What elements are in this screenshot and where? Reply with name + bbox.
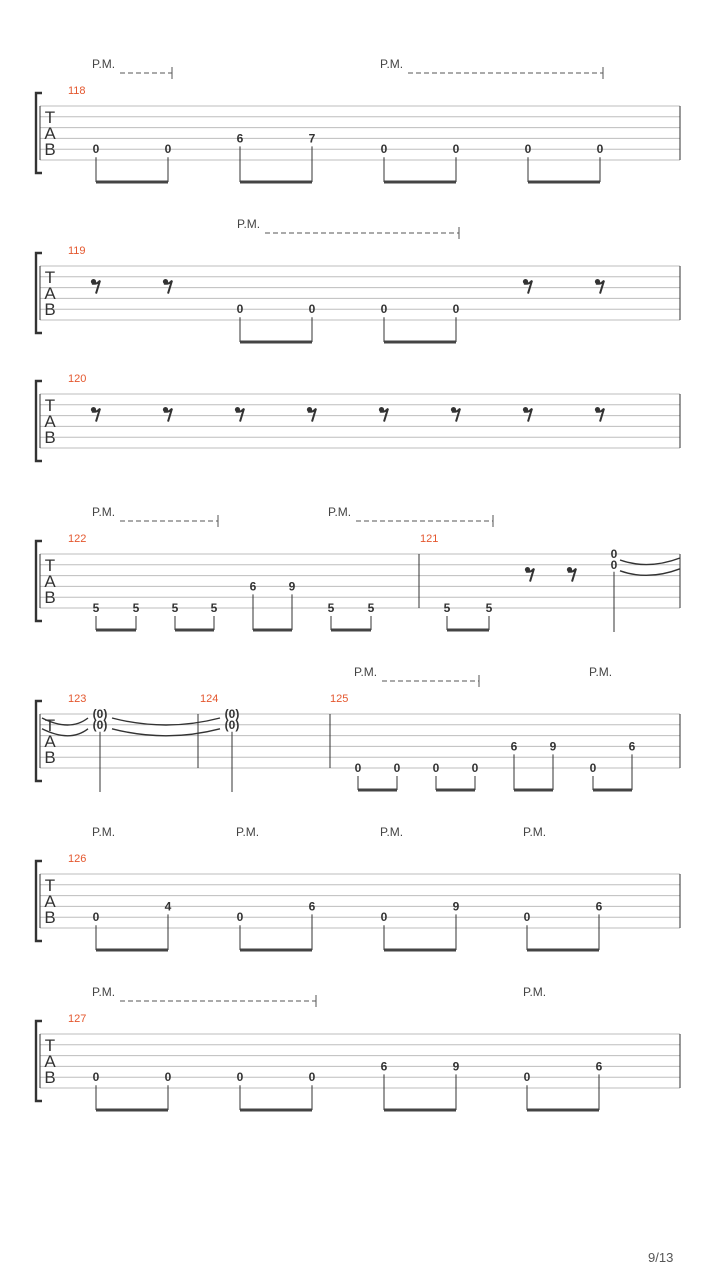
tab-clef-letter: A	[44, 572, 56, 591]
measure	[93, 533, 439, 630]
tab-system	[36, 825, 680, 950]
tab-clef-letter: B	[44, 1068, 56, 1087]
measure	[68, 1013, 603, 1110]
fret-number: 0	[610, 547, 618, 561]
tab-clef-letter: A	[44, 412, 56, 431]
system-bracket	[36, 381, 42, 461]
eighth-rest	[523, 407, 532, 422]
tab-clef-letter: A	[44, 892, 56, 911]
fret-number: 0	[236, 302, 244, 317]
palm-mute-label: P.M.	[523, 985, 547, 999]
tie-arc	[620, 569, 680, 576]
fret-number: 6	[249, 579, 257, 594]
fret-number: 0	[523, 1070, 531, 1085]
fret-number: 0	[596, 142, 604, 157]
fret-number: 0	[452, 302, 460, 317]
fret-number: 4	[164, 899, 172, 914]
fret-number: 9	[288, 579, 296, 594]
eighth-rest	[567, 567, 576, 582]
measure-number: 121	[420, 533, 439, 545]
fret-number: 9	[452, 1059, 460, 1074]
eighth-rest	[595, 407, 604, 422]
tab-system	[36, 57, 680, 182]
system-bracket	[36, 93, 42, 173]
measure	[68, 533, 680, 632]
fret-number: 0	[236, 910, 244, 925]
measure-number: 124	[200, 693, 219, 705]
fret-number: 5	[132, 601, 140, 615]
fret-number: 0	[308, 302, 316, 317]
tab-clef-letter: A	[44, 284, 56, 303]
tab-clef-letter: A	[44, 124, 56, 143]
fret-number: 0	[524, 142, 532, 157]
page-number: 9/13	[648, 1250, 674, 1265]
tab-clef-letter: A	[44, 732, 56, 751]
fret-number: 0	[380, 910, 388, 925]
palm-mute-label: P.M.	[92, 505, 116, 519]
fret-number: 5	[327, 601, 335, 615]
eighth-rest	[235, 407, 244, 422]
tab-clef-letter: T	[44, 396, 56, 415]
tab-clef-letter: T	[44, 1036, 56, 1055]
tab-system	[36, 217, 680, 342]
tab-clef-letter: T	[44, 268, 56, 287]
system-bracket	[36, 701, 42, 781]
fret-number: 0	[523, 910, 531, 925]
tab-clef-letter: T	[44, 876, 56, 895]
eighth-rest	[595, 279, 604, 294]
system-bracket	[36, 253, 42, 333]
palm-mute-label: P.M.	[328, 505, 352, 519]
fret-number: 0	[432, 761, 440, 775]
measure-number: 123	[68, 693, 87, 705]
fret-number: 9	[452, 899, 460, 914]
tab-clef-letter: B	[44, 140, 56, 159]
fret-number: 0	[92, 910, 100, 925]
tab-system	[36, 505, 680, 632]
palm-mute-label: P.M.	[354, 665, 378, 679]
fret-number: (0)	[92, 717, 108, 732]
fret-number: 0	[471, 761, 479, 775]
measure	[42, 693, 220, 792]
fret-number: 5	[92, 601, 100, 615]
fret-number: (0)	[224, 707, 240, 721]
eighth-rest	[163, 279, 172, 294]
measure	[68, 373, 604, 422]
measure-number: 126	[68, 853, 87, 865]
fret-number: 0	[354, 761, 362, 775]
eighth-rest	[307, 407, 316, 422]
tab-clef-letter: A	[44, 1052, 56, 1071]
fret-number: 0	[610, 557, 618, 572]
fret-number: 6	[595, 899, 603, 914]
measure-number: 118	[68, 85, 86, 97]
measure	[68, 85, 604, 182]
tab-clef-letter: B	[44, 908, 56, 927]
tab-system	[36, 373, 680, 461]
tie-arc	[112, 729, 220, 736]
palm-mute-label: P.M.	[92, 825, 116, 839]
palm-mute-label: P.M.	[523, 825, 547, 839]
fret-number: 5	[367, 601, 375, 615]
fret-number: 5	[485, 601, 493, 615]
palm-mute-label: P.M.	[92, 57, 116, 71]
measure-number: 122	[68, 533, 87, 545]
eighth-rest	[525, 567, 534, 582]
fret-number: 0	[164, 142, 172, 157]
palm-mute-label: P.M.	[236, 825, 260, 839]
tie-arc	[620, 558, 680, 565]
fret-number: 7	[308, 131, 316, 146]
fret-number: 6	[595, 1059, 603, 1074]
palm-mute-label: P.M.	[380, 825, 404, 839]
fret-number: 6	[380, 1059, 388, 1074]
palm-mute-label: P.M.	[237, 217, 261, 231]
fret-number: 0	[589, 761, 597, 775]
tab-clef-letter: T	[44, 108, 56, 127]
palm-mute-label: P.M.	[589, 665, 613, 679]
fret-number: 0	[92, 1070, 100, 1085]
measure-number: 127	[68, 1013, 87, 1025]
measure	[198, 693, 239, 792]
fret-number: 6	[628, 739, 636, 754]
eighth-rest	[523, 279, 532, 294]
eighth-rest	[451, 407, 460, 422]
fret-number: 6	[510, 739, 518, 754]
measure-number: 125	[330, 693, 349, 705]
measure	[330, 693, 636, 790]
tab-clef-letter: B	[44, 748, 56, 767]
measure-number: 120	[68, 373, 87, 385]
fret-number: 9	[549, 739, 557, 754]
tab-system	[36, 665, 680, 792]
fret-number: 0	[380, 142, 388, 157]
measure	[68, 245, 604, 342]
system-bracket	[36, 541, 42, 621]
tab-clef-letter: B	[44, 300, 56, 319]
tab-clef-letter: T	[44, 716, 56, 735]
system-bracket	[36, 1021, 42, 1101]
tab-clef-letter: B	[44, 588, 56, 607]
eighth-rest	[91, 407, 100, 422]
fret-number: 0	[452, 142, 460, 157]
fret-number: 5	[443, 601, 451, 615]
tab-clef-letter: T	[44, 556, 56, 575]
fret-number: 0	[164, 1070, 172, 1085]
eighth-rest	[163, 407, 172, 422]
palm-mute-label: P.M.	[380, 57, 404, 71]
tab-clef-letter: B	[44, 428, 56, 447]
measure-number: 119	[68, 245, 86, 257]
eighth-rest	[91, 279, 100, 294]
fret-number: (0)	[92, 707, 108, 721]
tab-system	[36, 985, 680, 1110]
fret-number: 0	[308, 1070, 316, 1085]
fret-number: 0	[92, 142, 100, 157]
fret-number: 6	[308, 899, 316, 914]
fret-number: 5	[171, 601, 179, 615]
fret-number: 0	[380, 302, 388, 317]
eighth-rest	[379, 407, 388, 422]
fret-number: 5	[210, 601, 218, 615]
palm-mute-label: P.M.	[92, 985, 116, 999]
tie-arc	[112, 718, 220, 725]
fret-number: 6	[236, 131, 244, 146]
fret-number: 0	[236, 1070, 244, 1085]
measure	[68, 853, 603, 950]
system-bracket	[36, 861, 42, 941]
fret-number: (0)	[224, 717, 240, 732]
fret-number: 0	[393, 761, 401, 775]
